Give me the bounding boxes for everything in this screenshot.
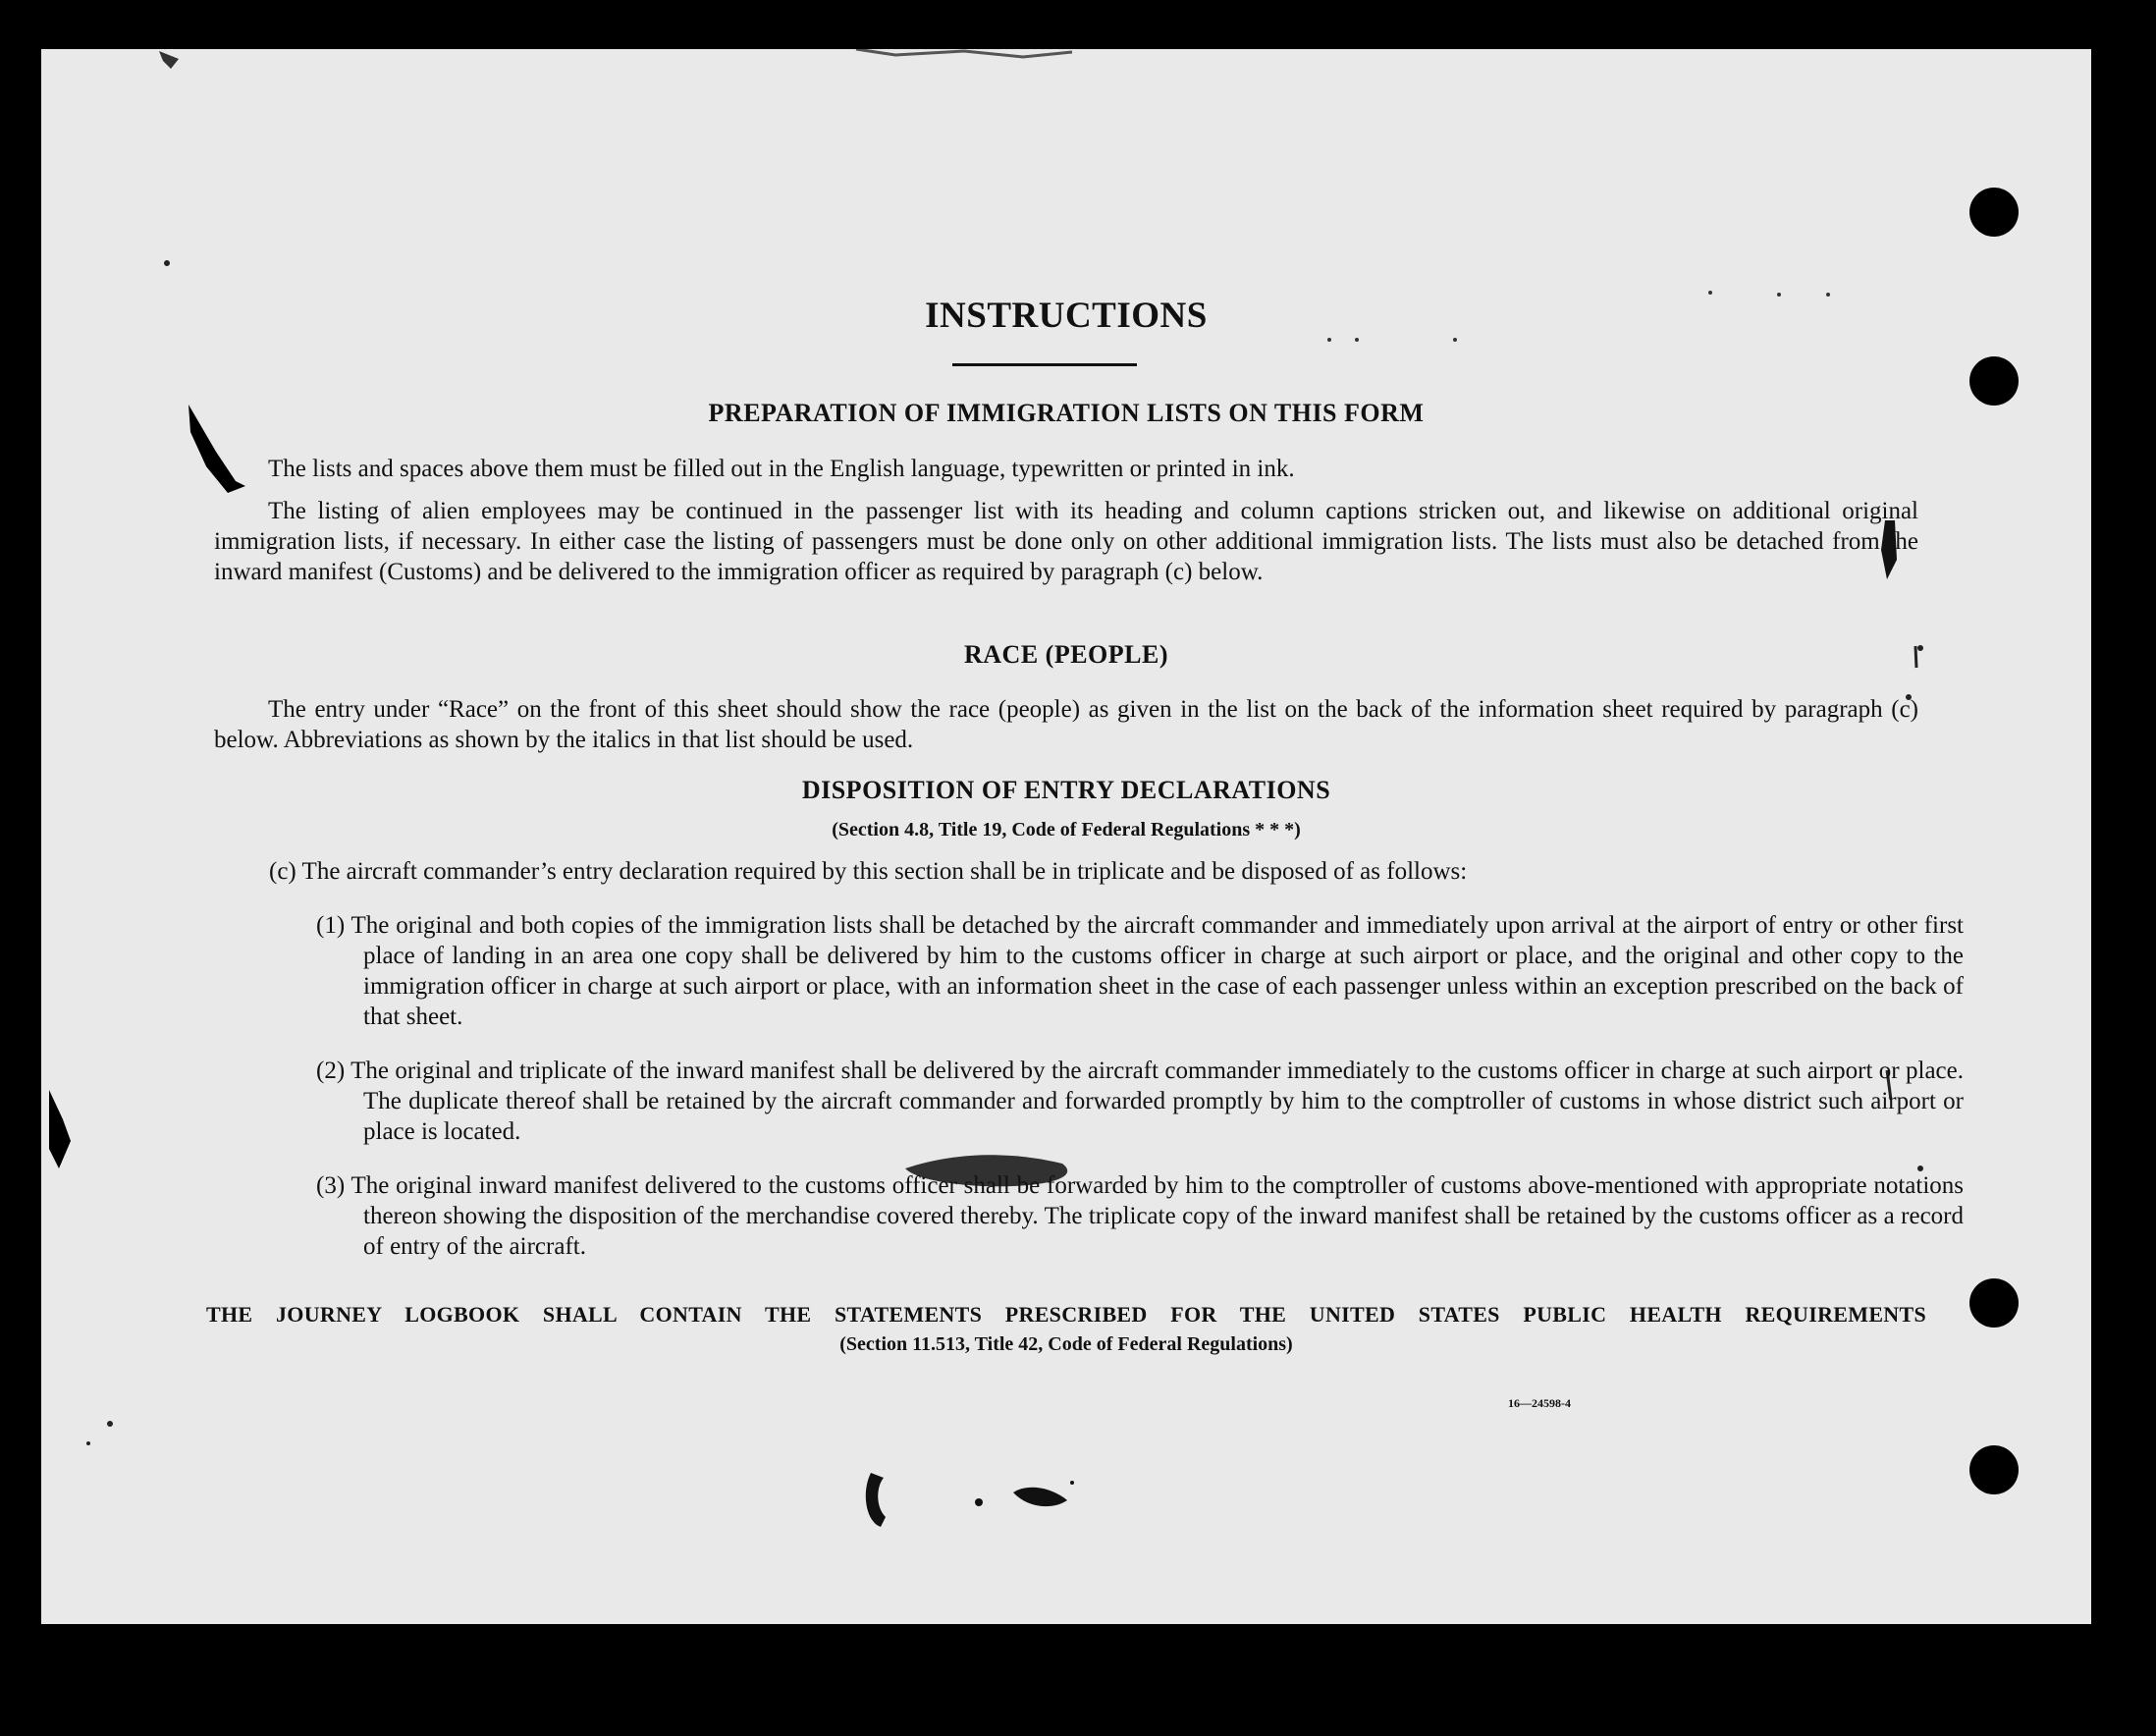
form-number: 16—24598-4	[1508, 1396, 1571, 1410]
list-item: (2) The original and triplicate of the inward manifest shall be delivered by the aircraft commander immediately to the customs officer in charge at such airport or place. The duplicate thereof shall be retained by the aircraft commander and forwarded promptly by him to the comptroller of customs in whose district such airport or place is located.	[316, 1058, 1964, 1145]
list-item: (3) The original inward manifest delivered to the customs officer shall be forwarded by him to the comptroller of customs above-mentioned with appropriate notations thereon showing the disposition of the merchandise covered thereby. The triplicate copy of the inward manifest shall be retained by the customs officer as a record of entry of the aircraft.	[316, 1172, 1964, 1260]
paragraph-language: The lists and spaces above them must be filled out in the English language, typewritten or printed in ink.	[268, 456, 1295, 482]
section-heading-disposition: DISPOSITION OF ENTRY DECLARATIONS	[801, 776, 1331, 804]
page-title: INSTRUCTIONS	[925, 296, 1208, 336]
ink-smudge	[866, 1473, 886, 1527]
paragraph-race-entry: The entry under “Race” on the front of this sheet should show the race (people) as given in the list on the back of the information sheet required by paragraph (c) below. Abbreviations as shown by the italics in that list should be used.	[214, 696, 1918, 753]
footer-statement: THE JOURNEY LOGBOOK SHALL CONTAIN THE STATEMENTS PRESCRIBED FOR THE UNITED STATES PUBLIC HEALTH REQUIREMENTS	[206, 1302, 1926, 1327]
section-heading-preparation: PREPARATION OF IMMIGRATION LISTS ON THIS FORM	[708, 399, 1425, 427]
title-underline	[952, 363, 1137, 366]
list-item: (1) The original and both copies of the immigration lists shall be detached by the aircraft commander and immediately upon arrival at the airport of entry or other first place of landing in an area one copy shall be delivered by him to the customs officer in charge at such airport or place, and the original and other copy to the immigration officer in charge at such airport or place, with an information sheet in the case of each passenger unless within an exception prescribed on the back of that sheet.	[316, 912, 1964, 1030]
document-page	[41, 49, 2091, 1624]
ink-smudge	[1013, 1488, 1067, 1506]
section-citation: (Section 4.8, Title 19, Code of Federal Regulations * * *)	[832, 819, 1301, 841]
paragraph-entry-declaration: (c) The aircraft commander’s entry declaration required by this section shall be in triplicate and be disposed of as follows:	[269, 858, 1468, 885]
footer-citation: (Section 11.513, Title 42, Code of Federal Regulations)	[839, 1333, 1293, 1355]
section-heading-race: RACE (PEOPLE)	[964, 640, 1168, 669]
edge-mark	[49, 1090, 71, 1168]
paragraph-alien-employees: The listing of alien employees may be continued in the passenger list with its heading and column captions stricken out, and likewise on additional original immigration lists, if necessary. In either case the listing of passengers must be done only on other additional immigration lists. The lists must also be detached from the inward manifest (Customs) and be delivered to the immigration officer as required by paragraph (c) below.	[214, 498, 1918, 585]
